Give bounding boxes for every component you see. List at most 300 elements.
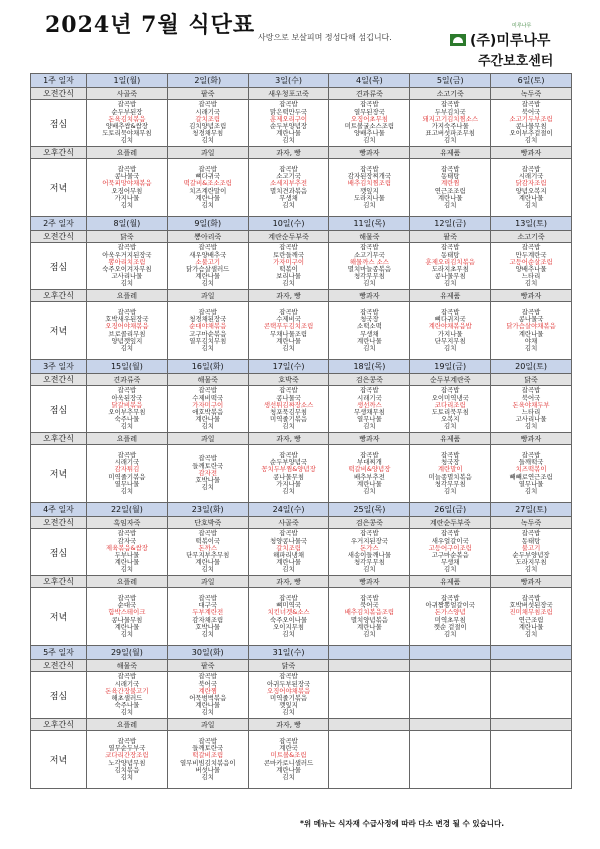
snack-cell: 빵과자 bbox=[329, 290, 410, 302]
menu-item: 순두부양념장 bbox=[270, 122, 308, 130]
menu-item: 김치 bbox=[444, 486, 457, 495]
menu-cell bbox=[410, 386, 491, 433]
menu-item: 해파리냉채 bbox=[273, 551, 304, 559]
menu-item: 닭가슴살야채볶음 bbox=[506, 322, 556, 331]
menu-item: 청양콩나물국 bbox=[270, 536, 308, 545]
menu-item: 노각양념무침 bbox=[108, 758, 146, 767]
menu-cell bbox=[87, 588, 168, 646]
menu-item: 김치 bbox=[444, 279, 457, 288]
snack-cell: 유제품 bbox=[410, 433, 491, 445]
page-header bbox=[0, 0, 600, 69]
menu-item: 잡곡밥 bbox=[360, 529, 379, 538]
day-header: 4일(목) bbox=[329, 74, 410, 88]
menu-cell bbox=[87, 159, 168, 217]
footnote: *위 메뉴는 식자재 수급사정에 따라 다소 변경 될 수 있습니다. bbox=[300, 819, 505, 828]
menu-item: 오징어야채볶음 bbox=[105, 322, 149, 331]
pm-snack-label: 오후간식 bbox=[31, 719, 87, 731]
menu-item: 김치 bbox=[282, 629, 295, 638]
week-label: 1주 일자 bbox=[31, 74, 87, 88]
menu-item: 김치 bbox=[363, 343, 376, 352]
menu-item: 김치 bbox=[282, 422, 295, 431]
menu-item: 깻잎지 bbox=[279, 701, 298, 710]
menu-cell bbox=[329, 302, 410, 360]
menu-item: 수제비국 bbox=[276, 315, 301, 324]
menu-item: 김치 bbox=[282, 343, 295, 352]
menu-item: 잡곡밥 bbox=[279, 243, 298, 252]
menu-cell bbox=[87, 386, 168, 433]
snack-cell: 빵과자 bbox=[329, 576, 410, 588]
menu-item: 잡곡밥 bbox=[117, 593, 137, 602]
snack-cell: 사골죽 bbox=[248, 517, 329, 529]
dinner-label: 저녁 bbox=[31, 445, 87, 503]
menu-item: 김치 bbox=[120, 708, 134, 717]
menu-item: 동태탕 bbox=[440, 172, 460, 181]
days-row bbox=[31, 503, 572, 517]
menu-cell bbox=[87, 243, 168, 290]
empty-cell bbox=[491, 660, 572, 672]
menu-item: 김치 bbox=[444, 565, 457, 574]
menu-item: 깻순 겉절이 bbox=[433, 622, 467, 631]
menu-item: 계란나물 bbox=[518, 193, 544, 202]
day-header: 29일(월) bbox=[87, 646, 168, 660]
menu-cell bbox=[410, 529, 491, 576]
menu-cell bbox=[410, 159, 491, 217]
snack-cell: 계란순두부죽 bbox=[248, 231, 329, 243]
menu-item: 김치 bbox=[120, 136, 134, 145]
menu-item: 잡곡밥 bbox=[521, 386, 541, 395]
menu-item: 잡곡밥 bbox=[198, 386, 217, 395]
menu-cell bbox=[87, 529, 168, 576]
menu-item: 김치 bbox=[363, 422, 376, 431]
menu-item: 양념깻잎지 bbox=[111, 336, 143, 345]
menu-cell bbox=[167, 445, 248, 503]
menu-item: 토란들깨국 bbox=[273, 250, 304, 259]
logo-subtitle: 주간보호센터 bbox=[478, 54, 554, 69]
menu-item: 김치 bbox=[201, 565, 214, 574]
dinner-label: 저녁 bbox=[31, 588, 87, 646]
menu-item: 계란나물 bbox=[357, 622, 382, 631]
snack-cell: 요플레 bbox=[87, 719, 168, 731]
menu-item: 오징어야채볶음 bbox=[266, 686, 311, 695]
menu-cell bbox=[167, 302, 248, 360]
snack-cell: 견과류죽 bbox=[329, 88, 410, 100]
empty-cell bbox=[410, 719, 491, 731]
menu-item: 미역줄기볶음 bbox=[270, 415, 308, 424]
menu-cell bbox=[167, 243, 248, 290]
snack-cell: 해물죽 bbox=[87, 660, 168, 672]
menu-item: 멸치견과볶음 bbox=[270, 186, 308, 195]
menu-item: 잡곡밥 bbox=[117, 243, 137, 252]
menu-item: 가자미구이 bbox=[192, 400, 224, 409]
menu-item: 수제비떡국 bbox=[192, 393, 224, 402]
snack-cell: 해물죽 bbox=[167, 374, 248, 386]
menu-item: 동태탕 bbox=[521, 536, 541, 545]
menu-item: 느타리 bbox=[521, 272, 541, 281]
menu-item: 계란찜 bbox=[440, 179, 460, 188]
menu-item: 소고기국 bbox=[276, 172, 301, 181]
menu-item: 콩나물국 bbox=[114, 172, 140, 181]
menu-item: 김치 bbox=[201, 422, 214, 431]
menu-item: 잡곡밥 bbox=[117, 736, 137, 745]
pm-snack-label: 오후간식 bbox=[31, 290, 87, 302]
menu-item: 계란나물 bbox=[195, 272, 221, 281]
menu-item: 잡곡밥 bbox=[521, 529, 541, 538]
day-header: 12일(금) bbox=[410, 217, 491, 231]
menu-item: 두부김치국 bbox=[434, 107, 466, 116]
menu-item: 양배추쌈&쌈장 bbox=[105, 122, 148, 130]
menu-item: 가자미구이 bbox=[273, 257, 304, 266]
menu-item: 아귀짬뽕얼갈이국 bbox=[425, 601, 475, 610]
menu-item: 콩나물무침 bbox=[273, 472, 304, 481]
menu-item: 오징어초무침 bbox=[350, 114, 388, 123]
snack-cell: 유제품 bbox=[410, 576, 491, 588]
menu-item: 도라지나물 bbox=[353, 193, 385, 202]
menu-item: 닭갈비볶음 bbox=[111, 400, 143, 409]
menu-item: 김치 bbox=[201, 136, 214, 145]
menu-item: 김치 bbox=[201, 343, 214, 352]
menu-cell bbox=[167, 672, 248, 719]
menu-item: 계란나물 bbox=[518, 329, 544, 338]
menu-item: 잡곡밥 bbox=[279, 593, 298, 602]
day-header: 9일(화) bbox=[167, 217, 248, 231]
menu-cell bbox=[87, 731, 168, 789]
menu-cell bbox=[491, 386, 572, 433]
menu-item: 계란나물 bbox=[357, 336, 382, 345]
lunch-label: 점심 bbox=[31, 243, 87, 290]
menu-item: 만두계란국 bbox=[515, 250, 547, 259]
snack-cell: 검은콩죽 bbox=[329, 374, 410, 386]
menu-item: 뽕아리치조림 bbox=[108, 257, 146, 266]
menu-item: 김치 bbox=[363, 565, 376, 574]
am-snack-label: 오전간식 bbox=[31, 231, 87, 243]
menu-item: 아욱우거지된장국 bbox=[102, 250, 152, 259]
menu-cell bbox=[410, 100, 491, 147]
menu-item: 잡곡밥 bbox=[521, 243, 541, 252]
dinner-label: 저녁 bbox=[31, 302, 87, 360]
menu-item: 양배추나물 bbox=[353, 129, 385, 138]
menu-cell bbox=[491, 159, 572, 217]
am-snack-label: 오전간식 bbox=[31, 660, 87, 672]
menu-item: 들깨토란국 bbox=[192, 461, 224, 470]
day-header: 3일(수) bbox=[248, 74, 329, 88]
pm_snack-row bbox=[31, 147, 572, 159]
menu-item: 가지나물 bbox=[114, 193, 140, 202]
menu-cell bbox=[248, 100, 329, 147]
menu-item: 계란나물 bbox=[195, 558, 221, 567]
menu-item: 김치 bbox=[282, 200, 295, 209]
menu-item: 김치 bbox=[524, 343, 538, 352]
menu-item: 불고기 bbox=[521, 543, 541, 552]
menu-item: 시래기국 bbox=[357, 393, 382, 402]
day-header: 27일(토) bbox=[491, 503, 572, 517]
snack-cell: 빵과자 bbox=[491, 147, 572, 159]
menu-item: 김치 bbox=[363, 200, 376, 209]
menu-item: 시래기국 bbox=[195, 107, 221, 116]
snack-cell: 빵과자 bbox=[329, 147, 410, 159]
empty-cell bbox=[491, 731, 572, 789]
menu-item: 콩나물무침 bbox=[434, 272, 466, 281]
menu-item: 시래기국 bbox=[114, 679, 140, 688]
menu-item: 소불고기 bbox=[195, 257, 221, 266]
menu-item: 단무지부추무침 bbox=[186, 551, 230, 559]
menu-item: 버섯나물 bbox=[195, 765, 221, 774]
menu-cell bbox=[248, 731, 329, 789]
menu-item: 김치 bbox=[363, 629, 376, 638]
snack-cell: 녹두죽 bbox=[491, 88, 572, 100]
menu-cell bbox=[329, 159, 410, 217]
menu-item: 청국장 bbox=[360, 315, 379, 324]
menu-item: 잡곡밥 bbox=[440, 386, 460, 395]
snack-cell: 과자, 빵 bbox=[248, 576, 329, 588]
menu-item: 양배추나물 bbox=[515, 265, 547, 273]
day-header: 22일(월) bbox=[87, 503, 168, 517]
day-header: 24일(수) bbox=[248, 503, 329, 517]
menu-item: 잡곡밥 bbox=[198, 672, 217, 681]
menu-item: 미역줄기볶음 bbox=[108, 472, 146, 481]
menu-item: 보리나물 bbox=[276, 272, 301, 281]
menu-item: 치즈떡볶이 bbox=[515, 465, 547, 474]
menu-cell bbox=[248, 386, 329, 433]
snack-cell: 과자, 빵 bbox=[248, 433, 329, 445]
menu-item: 잡곡밥 bbox=[117, 100, 137, 109]
day-header: 23일(화) bbox=[167, 503, 248, 517]
menu-item: 김치 bbox=[444, 343, 457, 352]
snack-cell: 닭죽 bbox=[248, 660, 329, 672]
menu-item: 미역줄기볶음 bbox=[270, 694, 308, 702]
dinner-row bbox=[31, 445, 572, 503]
menu-item: 열무된장국 bbox=[353, 107, 385, 116]
menu-item: 야채 bbox=[524, 336, 538, 345]
menu-cell bbox=[167, 386, 248, 433]
menu-item: 소고기두부조림 bbox=[509, 114, 553, 123]
menu-item: 잡곡밥 bbox=[440, 450, 460, 459]
menu-item: 미트볼&조림 bbox=[270, 751, 307, 760]
menu-item: 소고기무국 bbox=[353, 250, 385, 259]
day-header: 15일(월) bbox=[87, 360, 168, 374]
menu-item: 고등어구이조림 bbox=[428, 543, 472, 552]
menu-item: 김치 bbox=[120, 772, 134, 781]
menu-item: 계란말이 bbox=[437, 465, 463, 474]
dinner-row bbox=[31, 588, 572, 646]
menu-cell bbox=[491, 445, 572, 503]
menu-item: 잡곡밥 bbox=[279, 529, 298, 538]
menu-item: 함박스테이크 bbox=[108, 608, 146, 617]
menu-item: 잡곡밥 bbox=[279, 672, 298, 681]
menu-item: 오이지무침 bbox=[273, 622, 304, 631]
menu-item: 떡볶이국 bbox=[195, 536, 221, 545]
day-header: 16일(화) bbox=[167, 360, 248, 374]
menu-table bbox=[30, 73, 572, 789]
menu-item: 김치 bbox=[524, 565, 538, 574]
menu-item: 잡곡밥 bbox=[279, 307, 298, 316]
menu-item: 계란나물 bbox=[195, 701, 221, 710]
snack-cell: 과일 bbox=[167, 576, 248, 588]
menu-item: 잡곡밥 bbox=[440, 593, 460, 602]
menu-item: 닭가슴살샐러드 bbox=[186, 265, 230, 273]
menu-item: 잡곡밥 bbox=[198, 454, 217, 463]
snack-cell: 빵과자 bbox=[491, 576, 572, 588]
menu-item: 떡갈비&조소조림 bbox=[183, 179, 232, 188]
snack-cell: 과일 bbox=[167, 433, 248, 445]
menu-item: 열무김치무침 bbox=[189, 336, 227, 345]
menu-item: 김치 bbox=[120, 422, 134, 431]
menu-item: 계란찜 bbox=[198, 686, 217, 695]
menu-item: 떡갈비조림 bbox=[192, 751, 224, 760]
menu-item: 잡곡밥 bbox=[117, 307, 137, 316]
pm_snack-row bbox=[31, 290, 572, 302]
snack-cell: 빵과자 bbox=[329, 433, 410, 445]
menu-cell bbox=[248, 159, 329, 217]
menu-item: 콩나물무침 bbox=[515, 122, 547, 130]
menu-item: 청국장 bbox=[440, 458, 460, 467]
menu-cell bbox=[167, 731, 248, 789]
menu-item: 감자전 bbox=[198, 468, 217, 477]
menu-item: 숙주나물 bbox=[114, 701, 140, 710]
week-label: 2주 일자 bbox=[31, 217, 87, 231]
am-snack-label: 오전간식 bbox=[31, 517, 87, 529]
menu-cell bbox=[248, 243, 329, 290]
menu-item: 열무나물 bbox=[518, 479, 544, 488]
menu-item: 김치 bbox=[363, 136, 376, 145]
menu-item: 김치볶음 bbox=[114, 765, 140, 774]
menu-item: 돼지고기김치찜소스 bbox=[422, 114, 478, 123]
menu-item: 아귀두부된장국 bbox=[266, 679, 311, 688]
menu-item: 감자튀김 bbox=[114, 465, 140, 474]
menu-item: 숙주오이나물 bbox=[270, 615, 308, 624]
menu-item: 김치 bbox=[282, 565, 295, 574]
menu-item: 진미채무침조림 bbox=[509, 608, 553, 617]
menu-item: 생선튀김짜장소스 bbox=[263, 400, 314, 409]
menu-cell bbox=[248, 302, 329, 360]
menu-item: 김치 bbox=[201, 708, 214, 717]
snack-cell: 닭죽 bbox=[87, 231, 168, 243]
menu-item: 계란나물 bbox=[114, 558, 140, 567]
menu-item: 배추부추전 bbox=[353, 472, 385, 481]
menu-item: 김치 bbox=[201, 279, 214, 288]
menu-item: 숙주나물 bbox=[114, 415, 140, 424]
pm-snack-label: 오후간식 bbox=[31, 433, 87, 445]
menu-item: 배추김치찜조림 bbox=[347, 179, 391, 188]
menu-item: 맑은떡만두국 bbox=[270, 107, 308, 116]
menu-item: 들깨떡국 bbox=[518, 458, 544, 467]
menu-item: 멸치양념볶음 bbox=[350, 615, 388, 624]
menu-cell bbox=[329, 588, 410, 646]
menu-item: 잡곡밥 bbox=[521, 164, 541, 173]
menu-item: 북어국 bbox=[198, 679, 217, 688]
menu-cell bbox=[87, 302, 168, 360]
menu-item: 잡곡밥 bbox=[198, 100, 217, 109]
snack-cell: 계란순두부죽 bbox=[410, 517, 491, 529]
lunch-row bbox=[31, 243, 572, 290]
slogan: 사랑으로 보살피며 정성다해 섬깁니다. bbox=[258, 33, 392, 42]
menu-item: 잡곡밥 bbox=[198, 307, 217, 316]
snack-cell: 견과류죽 bbox=[87, 374, 168, 386]
menu-item: 갈치조림 bbox=[276, 543, 301, 552]
menu-item: 잡곡밥 bbox=[360, 307, 379, 316]
menu-item: 김치 bbox=[524, 629, 538, 638]
day-header: 18일(목) bbox=[329, 360, 410, 374]
menu-item: 무생채 bbox=[279, 193, 298, 202]
lunch-label: 점심 bbox=[31, 672, 87, 719]
day-header: 26일(금) bbox=[410, 503, 491, 517]
menu-item: 잡곡밥 bbox=[198, 243, 217, 252]
menu-item: 호박버섯된장국 bbox=[509, 601, 553, 610]
menu-item: 양념오복지 bbox=[515, 186, 547, 195]
menu-item: 잡곡밥 bbox=[279, 736, 298, 745]
week-label: 5주 일자 bbox=[31, 646, 87, 660]
empty-cell bbox=[410, 672, 491, 719]
day-header: 25일(목) bbox=[329, 503, 410, 517]
menu-item: 잡곡밥 bbox=[117, 672, 137, 681]
day-header: 8일(월) bbox=[87, 217, 168, 231]
day-header: 30일(화) bbox=[167, 646, 248, 660]
menu-cell bbox=[491, 100, 572, 147]
menu-item: 김치 bbox=[524, 200, 538, 209]
menu-item: 김치 bbox=[282, 136, 295, 145]
menu-item: 도토리묵무침 bbox=[431, 408, 469, 416]
snack-cell: 호박죽 bbox=[248, 374, 329, 386]
menu-item: 떡갈비&양념장 bbox=[348, 465, 391, 474]
snack-cell: 빵과자 bbox=[491, 433, 572, 445]
menu-cell bbox=[87, 672, 168, 719]
menu-item: 제육볶음&쌈장 bbox=[105, 543, 148, 552]
days-row bbox=[31, 217, 572, 231]
menu-item: 새우얼갈이국 bbox=[431, 536, 469, 545]
pm_snack-row bbox=[31, 433, 572, 445]
snack-cell: 단호박죽 bbox=[167, 517, 248, 529]
menu-item: 도토리묵야채무침 bbox=[102, 129, 152, 138]
menu-item: 열무나물 bbox=[357, 415, 382, 424]
menu-item: 가지나물 bbox=[276, 479, 301, 488]
lunch-row bbox=[31, 672, 572, 719]
empty-cell bbox=[329, 672, 410, 719]
menu-item: 잡곡밥 bbox=[198, 164, 217, 173]
menu-item: 소세지부추전 bbox=[270, 179, 308, 188]
menu-cell bbox=[491, 529, 572, 576]
lunch-row bbox=[31, 386, 572, 433]
dinner-row bbox=[31, 302, 572, 360]
menu-item: 김치 bbox=[524, 279, 538, 288]
menu-item: 청포묵김무침 bbox=[270, 408, 308, 416]
snack-cell: 닭죽 bbox=[491, 374, 572, 386]
menu-cell bbox=[248, 672, 329, 719]
menu-cell bbox=[410, 588, 491, 646]
menu-item: 잡곡밥 bbox=[440, 243, 460, 252]
lunch-label: 점심 bbox=[31, 529, 87, 576]
menu-item: 해물까스 소스 bbox=[349, 257, 389, 266]
menu-item: 돈가스양념 bbox=[434, 608, 466, 617]
menu-item: 감자채조림 bbox=[192, 615, 224, 624]
menu-item: 잡곡밥 bbox=[440, 100, 460, 109]
menu-item: 계란나물 bbox=[357, 479, 382, 488]
day-header: 11일(목) bbox=[329, 217, 410, 231]
pm_snack-row bbox=[31, 719, 572, 731]
menu-item: 잡곡밥 bbox=[279, 100, 298, 109]
menu-item: 김치 bbox=[120, 343, 134, 352]
menu-item: 연근조림 bbox=[518, 615, 544, 624]
snack-cell: 빵과자 bbox=[491, 290, 572, 302]
snack-cell: 과자, 빵 bbox=[248, 147, 329, 159]
menu-cell bbox=[167, 159, 248, 217]
menu-item: 잡곡밥 bbox=[117, 529, 137, 538]
menu-cell bbox=[167, 529, 248, 576]
lunch-row bbox=[31, 529, 572, 576]
menu-item: 훈제오리구이 bbox=[270, 114, 308, 123]
menu-item: 오징어무침 bbox=[111, 186, 143, 195]
snack-cell: 과자, 빵 bbox=[248, 719, 329, 731]
am_snack-row bbox=[31, 231, 572, 243]
menu-item: 무채나물조림 bbox=[270, 329, 308, 338]
